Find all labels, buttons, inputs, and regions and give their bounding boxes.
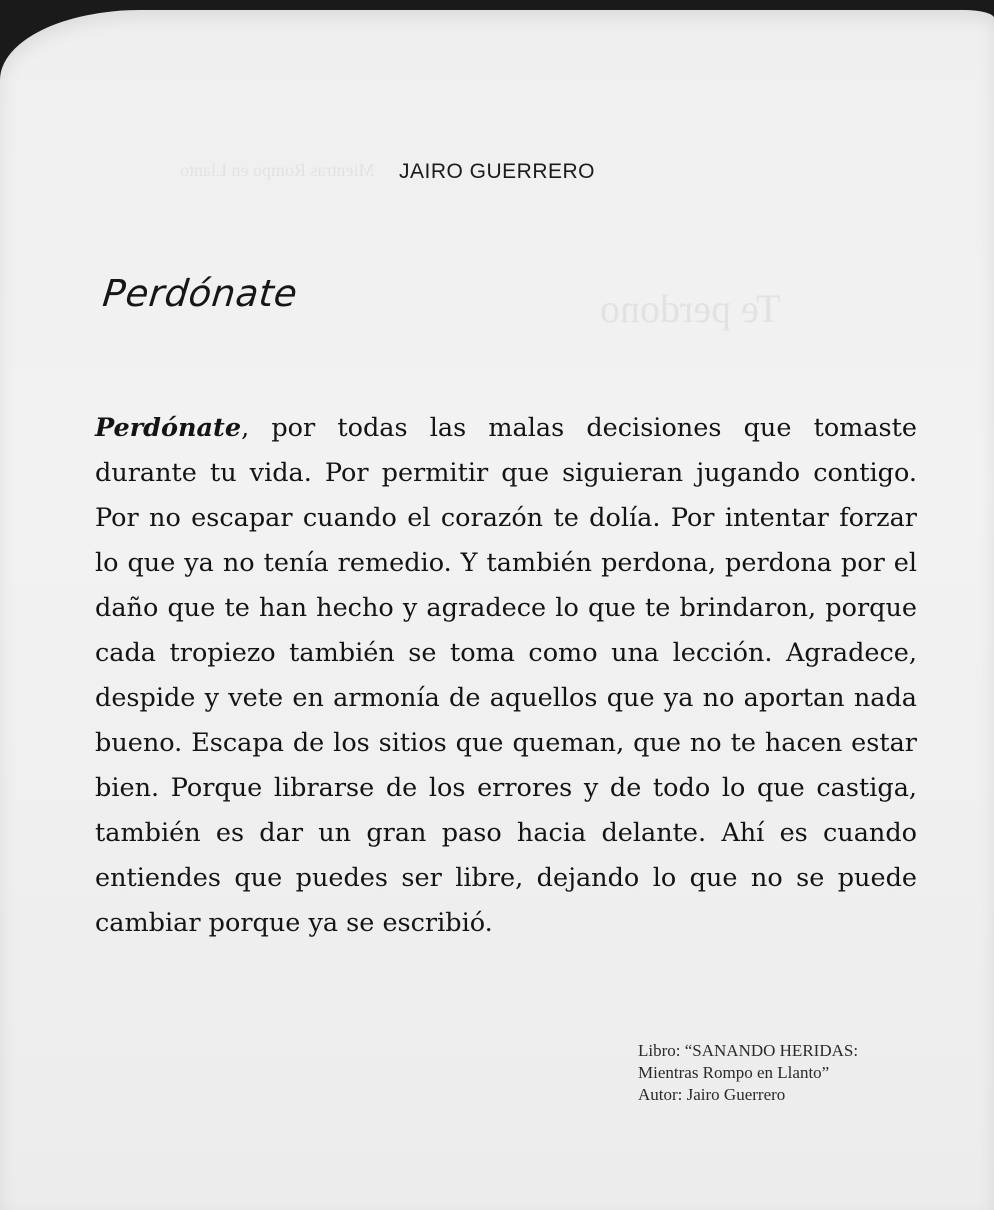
credit-book-line-2: Mientras Rompo en Llanto” (638, 1063, 830, 1082)
bleed-through-title: Te perdono (600, 286, 781, 331)
running-header: JAIRO GUERRERO (398, 160, 596, 183)
body-text: , por todas las malas decisiones que tomaste durante tu vida. Por permitir que siguieran jugando contigo. Por no escapar cuando el corazón te dolía. Por intentar forzar lo que ya no tenía remedio. Y también perdona, perdona por el daño que te han hecho y agradece lo que te brindaron, porque cada tropiezo también se toma como una lección. Agradece, despide y vete en armonía de aquellos que ya no aportan nada bueno. Escapa de los sitios que queman, que no te hacen estar bien. Porque librarse de los errores y de todo lo que castiga, también es dar un gran paso hacia delante. Ahí es cuando entiendes que puedes ser libre, dejando lo que no se puede cambiar porque ya se escribió. (95, 413, 917, 938)
chapter-title: Perdónate (100, 272, 300, 315)
body-lead-word: Perdónate (95, 413, 242, 443)
credit-book-line-1: Libro: “SANANDO HERIDAS: (638, 1041, 859, 1060)
book-page (0, 10, 994, 1210)
credit-author-line: Autor: Jairo Guerrero (638, 1085, 786, 1104)
book-credit (638, 1040, 858, 1106)
body-paragraph (95, 406, 917, 946)
bleed-through-header: Mientras Rompo en Llanto (180, 160, 375, 180)
